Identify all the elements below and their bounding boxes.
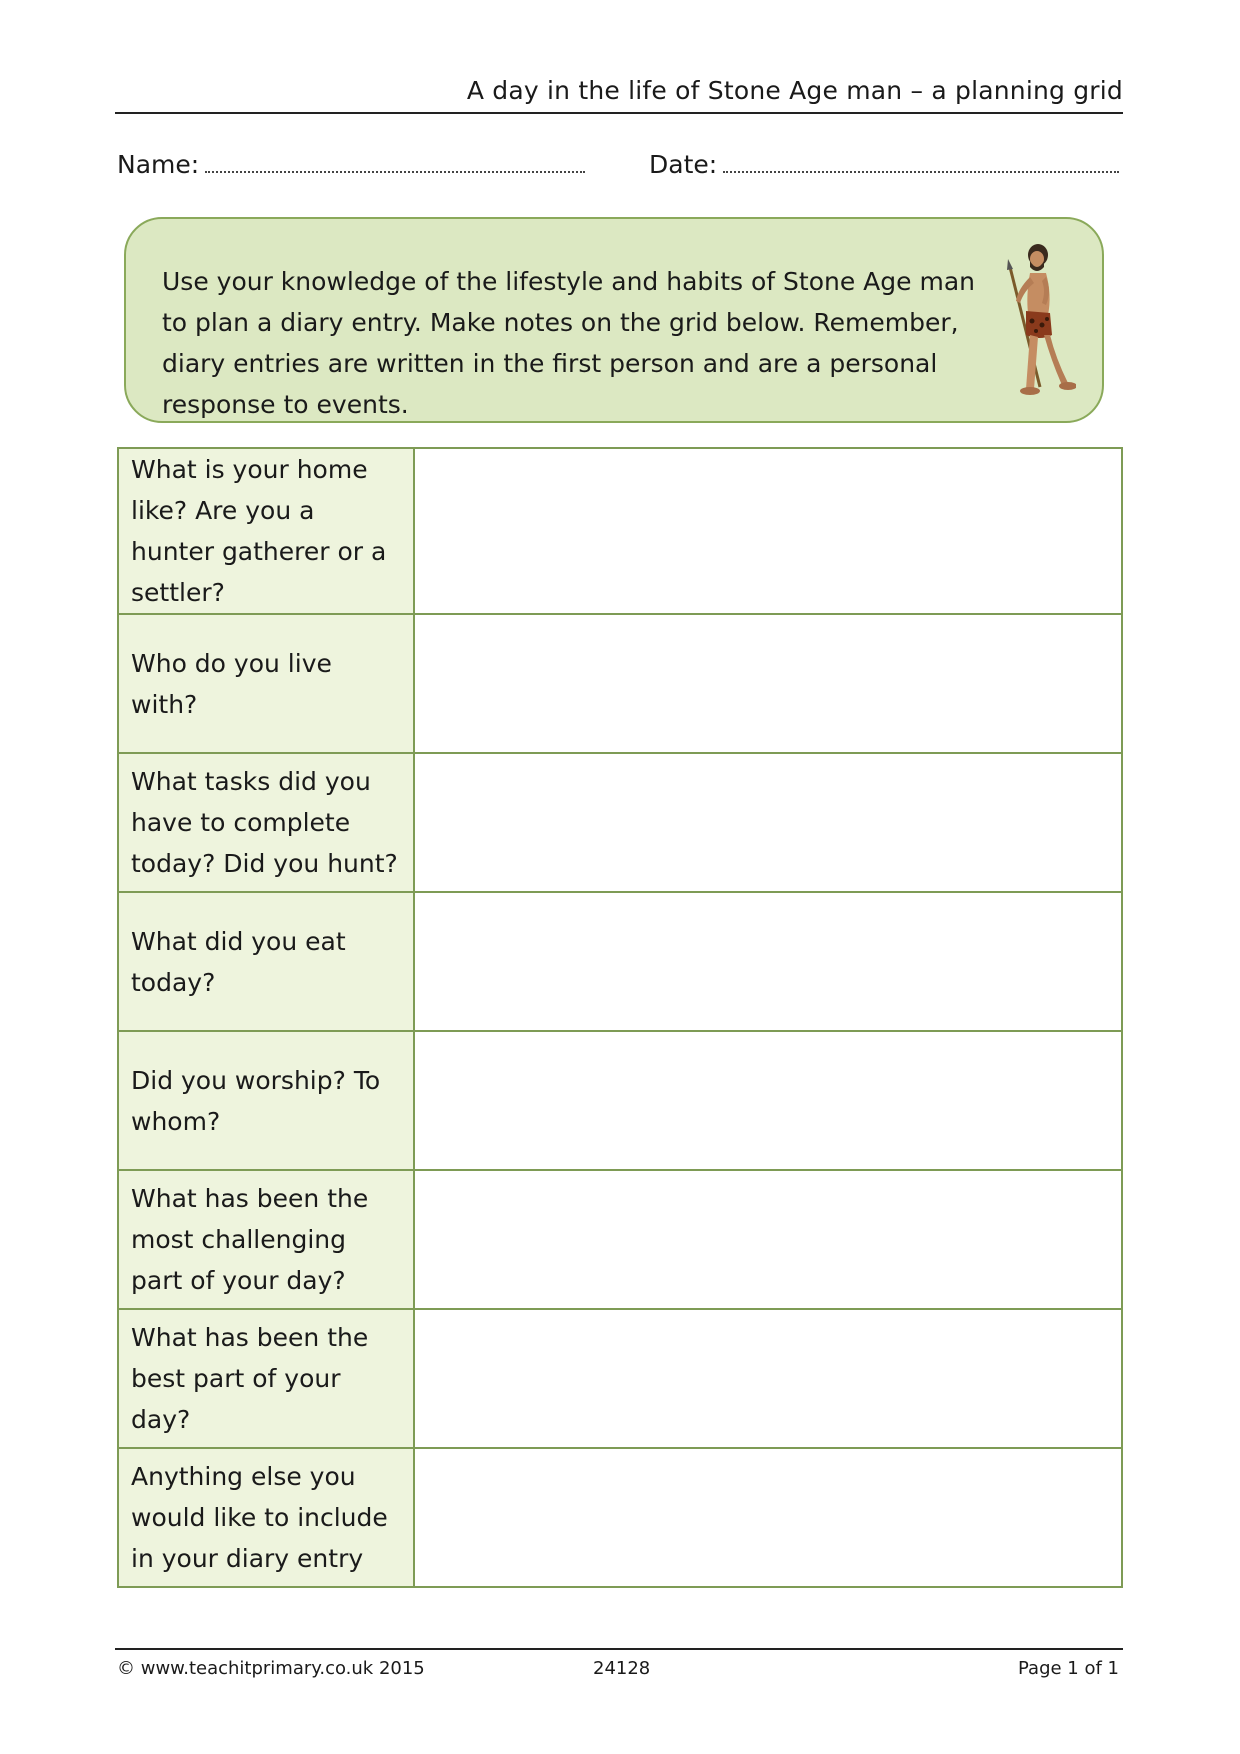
date-label: Date: [649, 150, 718, 179]
grid-question-cell: What is your home like? Are you a hunter gatherer or a settler? [118, 448, 414, 614]
grid-row [118, 1031, 1122, 1170]
name-dotted-line[interactable] [205, 149, 585, 173]
grid-row [118, 1309, 1122, 1448]
grid-answer-cell[interactable] [414, 753, 1122, 892]
grid-question-cell: What tasks did you have to complete today? Did you hunt? [118, 753, 414, 892]
page-header [115, 74, 1123, 114]
grid-answer-cell[interactable] [414, 1309, 1122, 1448]
grid-question-cell: What did you eat today? [118, 892, 414, 1031]
grid-answer-cell[interactable] [414, 1448, 1122, 1587]
grid-row [118, 1448, 1122, 1587]
instructions-text: Use your knowledge of the lifestyle and habits of Stone Age man to plan a diary entry. Make notes on the grid below. Remember, diary entries are written in the first person and are a personal response to events. [162, 267, 975, 419]
grid-row [118, 448, 1122, 614]
footer-page-number: Page 1 of 1 [1018, 1658, 1119, 1679]
grid-question-cell: Who do you live with? [118, 614, 414, 753]
grid-question-cell: Anything else you would like to include in your diary entry [118, 1448, 414, 1587]
grid-answer-cell[interactable] [414, 614, 1122, 753]
grid-question-cell: What has been the most challenging part of your day? [118, 1170, 414, 1309]
date-dotted-line[interactable] [723, 149, 1119, 173]
name-field[interactable] [117, 148, 585, 182]
stone-age-man-icon [996, 239, 1076, 405]
grid-question-cell: Did you worship? To whom? [118, 1031, 414, 1170]
grid-answer-cell[interactable] [414, 1170, 1122, 1309]
name-label: Name: [117, 150, 200, 179]
footer-copyright: © www.teachitprimary.co.uk 2015 [117, 1658, 425, 1679]
footer-resource-code: 24128 [593, 1658, 651, 1679]
grid-row [118, 614, 1122, 753]
grid-answer-cell[interactable] [414, 448, 1122, 614]
grid-row [118, 753, 1122, 892]
grid-question-cell: What has been the best part of your day? [118, 1309, 414, 1448]
page-title: A day in the life of Stone Age man – a planning grid [466, 76, 1123, 105]
grid-row [118, 1170, 1122, 1309]
instructions-panel [124, 217, 1104, 423]
planning-grid [117, 447, 1123, 1588]
grid-answer-cell[interactable] [414, 892, 1122, 1031]
grid-row [118, 892, 1122, 1031]
date-field[interactable] [649, 148, 1119, 182]
page-footer [115, 1648, 1123, 1688]
grid-answer-cell[interactable] [414, 1031, 1122, 1170]
